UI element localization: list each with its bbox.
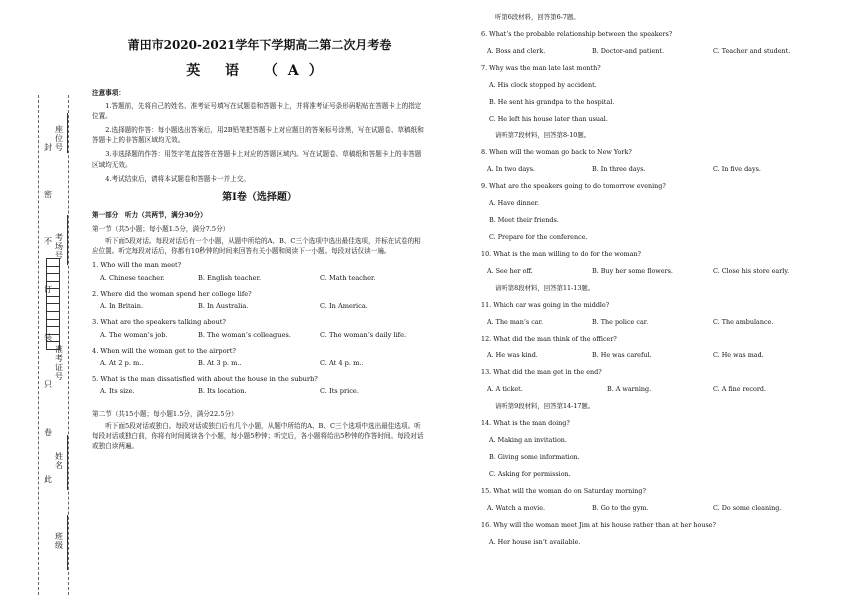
margin-only: 只 [44, 380, 52, 389]
option-b: B. The police car. [592, 317, 649, 326]
room-blank [67, 215, 68, 265]
options [92, 301, 427, 311]
options [92, 358, 427, 368]
options [92, 273, 427, 283]
margin-exam-no: 准考证号 [55, 345, 63, 381]
question-text: 8. When will the woman go back to New York? [481, 148, 632, 157]
option-c: C. At 4 p. m.. [320, 358, 364, 367]
seal-line [38, 95, 39, 595]
option-c: C. In five days. [713, 165, 761, 174]
question [92, 374, 427, 396]
margin-secret: 密 [44, 190, 52, 199]
listening-instruction: 请听第9段材料，回答第14-17题。 [495, 402, 595, 411]
question [92, 317, 427, 339]
cut-line [68, 95, 69, 595]
option-c: C. The ambulance. [713, 317, 774, 326]
left-column [92, 32, 427, 455]
question-text: 13. What did the man get in the end? [481, 368, 602, 377]
options [481, 165, 811, 175]
class-blank [67, 515, 68, 570]
margin-bind: 订 [44, 285, 52, 294]
notice-heading: 注意事项： [92, 89, 125, 98]
subsection-heading: 第一节（共5小题；每小题1.5分，满分7.5分） [92, 224, 230, 233]
option-c: C. Its price. [320, 387, 359, 396]
margin-paper: 卷 [44, 428, 52, 437]
exam-subject: 英 语 （A） [186, 62, 333, 79]
option-c: C. Prepare for the conference. [489, 232, 588, 241]
option-a: A. A ticket. [487, 385, 523, 394]
option-a: A. His clock stopped by accident. [489, 80, 597, 89]
option-c: C. The woman’s daily life. [320, 330, 407, 339]
listening-instruction: 听第6段材料，回答第6-7题。 [495, 13, 580, 21]
option-c: C. Close his store early. [713, 266, 790, 275]
option-a: A. Have dinner. [489, 199, 540, 208]
right-column [481, 10, 811, 555]
option-a: A. In Britain. [100, 302, 144, 311]
option-c: C. A fine record. [713, 385, 767, 394]
question-text: 7. Why was the man late last month? [481, 63, 601, 72]
margin-room: 考场号 [55, 233, 63, 260]
option-b: B. The woman’s colleagues. [198, 330, 291, 339]
option-b: B. He was careful. [592, 351, 652, 360]
option-b: B. At 3 p. m.. [198, 358, 242, 367]
option-a: A. At 2 p. m.. [100, 358, 144, 367]
question-text: 16. Why will the woman meet Jim at his house rather than at her house? [481, 520, 716, 529]
option-c: C. Math teacher. [320, 273, 376, 282]
options [92, 330, 427, 340]
subsection-heading: 第二节（共15小题；每小题1.5分，满分22.5分） [92, 409, 238, 418]
option-b: B. Go to the gym. [592, 503, 649, 512]
option-b: B. Doctor-and patient. [592, 46, 664, 55]
question [92, 346, 427, 368]
notice-item: 2.选择题的作答：每小题选出答案后，用2B铅笔把答题卡上对应题目的答案标号涂黑，写在试题卷、草稿纸和答题卡上的非答题区域均无效。 [92, 125, 424, 145]
notice-item: 1.答题前，先将自己的姓名、准考证号填写在试题卷和答题卡上，并将准考证号条形码粘贴在答题卡上的指定位置。 [92, 101, 422, 120]
notice-item: 3.非选择题的作答：用签字笔直接答在答题卡上对应的答题区域内。写在试题卷、草稿纸和答题卡上的非答题区域均无效。 [92, 150, 422, 169]
question-text: 5. What is the man dissatisfied with about the house in the suburb? [92, 375, 318, 384]
option-c: C. He was mad. [713, 351, 764, 360]
option-c: C. Do some cleaning. [713, 503, 782, 512]
margin-class: 班级 [55, 532, 63, 550]
name-blank [67, 435, 68, 490]
options [481, 351, 811, 361]
option-a: A. Chinese teacher. [100, 273, 165, 282]
option-b: B. A warning. [607, 385, 652, 394]
notice-item: 4.考试结束后，请将本试题卷和答题卡一并上交。 [105, 174, 250, 183]
question-text: 15. What will the woman do on Saturday morning? [481, 486, 646, 495]
seat-blank [67, 113, 68, 153]
option-a: A. Boss and clerk. [487, 46, 546, 55]
option-c: C. Teacher and student. [713, 46, 791, 55]
options [481, 47, 811, 57]
option-a: A. In two days. [487, 165, 536, 174]
option-a: A. He was kind. [487, 351, 538, 360]
margin-seat: 座位号 [55, 125, 63, 152]
question-text: 4. When will the woman get to the airport? [92, 346, 236, 355]
options [481, 504, 811, 514]
margin-install: 装 [44, 333, 52, 342]
option-b: B. English teacher. [198, 273, 262, 282]
exam-number-boxes [46, 258, 60, 350]
option-a: A. Watch a movie. [487, 503, 546, 512]
option-a: A. Her house isn’t available. [489, 537, 581, 546]
margin-this: 此 [44, 475, 52, 484]
question-text: 6. What’s the probable relationship between the speakers? [481, 29, 673, 38]
question-text: 14. What is the man doing? [481, 419, 570, 428]
margin-name: 姓名 [55, 452, 63, 470]
subsection-instructions: 听下面5段对话。每段对话后有一个小题，从题中所给的A、B、C三个选项中选出最佳选项，并标在试卷的相应位置。听完每段对话后，你都有10秒钟的时间来回答有关小题和阅读下一小题。每段对话仅读一遍。 [92, 236, 421, 256]
question [92, 289, 427, 311]
option-b: B. In three days. [592, 165, 646, 174]
option-b: B. He sent his grandpa to the hospital. [489, 97, 615, 106]
option-b: B. Its location. [198, 387, 247, 396]
options [481, 385, 811, 395]
question-text: 12. What did the man think of the officer? [481, 334, 617, 343]
option-c: C. He left his house later than usual. [489, 114, 608, 123]
question-text: 11. Which car was going in the middle? [481, 300, 610, 309]
listening-instruction: 请听第7段材料，回答第8-10题。 [495, 131, 591, 140]
margin-seal: 封 [44, 143, 52, 152]
option-c: C. Asking for permission. [489, 469, 571, 478]
section-title: 第Ⅰ卷（选择题） [222, 192, 297, 204]
part-heading: 第一部分 听力（共两节，满分30分） [92, 210, 207, 219]
exam-title: 莆田市2020-2021学年下学期高二第二次月考卷 [127, 38, 392, 52]
question-text: 10. What is the man willing to do for the woman? [481, 249, 641, 258]
option-a: A. Its size. [100, 387, 135, 396]
option-b: B. Meet their friends. [489, 216, 559, 225]
question [92, 260, 427, 282]
question-text: 2. Where did the woman spend her college life? [92, 289, 252, 298]
options [481, 267, 811, 277]
option-a: A. The man’s car. [487, 317, 543, 326]
option-b: B. In Australia. [198, 302, 249, 311]
option-a: A. Making an invitation. [489, 436, 567, 445]
question-text: 1. Who will the man meet? [92, 261, 182, 270]
options [481, 318, 811, 328]
options [92, 386, 427, 396]
option-a: A. The woman’s job. [100, 330, 168, 339]
option-a: A. See her off. [487, 266, 533, 275]
subsection-instructions: 听下面5段对话或独白。每段对话或独白后有几个小题，从题中所给的A、B、C三个选项中选出最佳选项。听每段对话或独白前，你将有时间阅读各个小题，每小题5秒钟；听完后，各小题将给出5秒钟的作答时间。每段对话或独白读两遍。 [92, 421, 424, 451]
option-b: B. Buy her some flowers. [592, 266, 673, 275]
question-text: 3. What are the speakers talking about? [92, 318, 226, 327]
option-b: B. Giving some information. [489, 452, 580, 461]
question-text: 9. What are the speakers going to do tomorrow evening? [481, 182, 666, 191]
margin-no: 不 [44, 237, 52, 246]
option-c: C. In America. [320, 302, 368, 311]
listening-instruction: 请听第8段材料，回答第11-13题。 [495, 283, 595, 292]
